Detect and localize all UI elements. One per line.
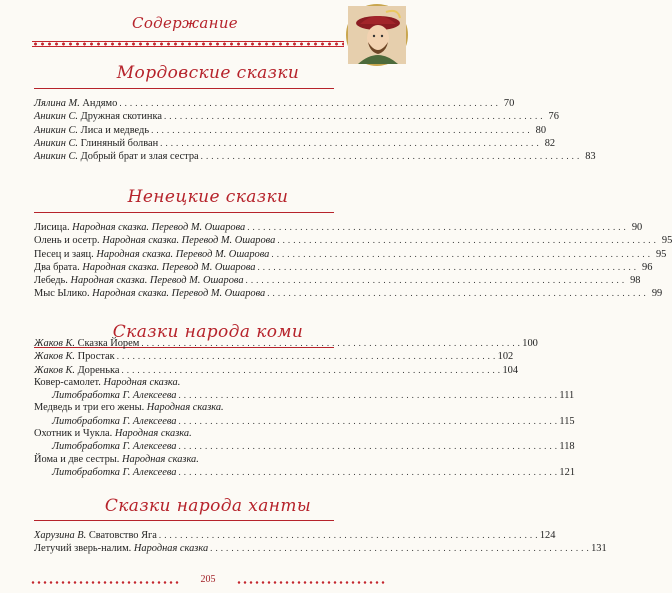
- toc-entry[interactable]: Медведь и три его жены. Народная сказка.: [34, 402, 224, 414]
- toc-entry[interactable]: Аникин С. Глиняный болван . . . 82: [34, 137, 354, 150]
- toc-entry[interactable]: Два брата. Народная сказка. Перевод М. Ошарова . . . 96: [34, 261, 354, 274]
- toc-entry[interactable]: Аникин С. Дружная скотинка . . . 76: [34, 110, 354, 123]
- toc-entry[interactable]: Йома и две сестры. Народная сказка.: [34, 453, 199, 465]
- toc-entry[interactable]: Ковер-самолет. Народная сказка.: [34, 376, 181, 388]
- toc-entry[interactable]: Лисица. Народная сказка. Перевод М. Ошарова . . . 90: [34, 221, 354, 234]
- toc-entry[interactable]: Мыс Ылико. Народная сказка. Перевод М. Ошарова . . . 99: [34, 287, 354, 300]
- toc-list: [34, 337, 576, 479]
- section-divider: [34, 520, 334, 521]
- section-title: Ненецкие сказки: [127, 187, 289, 207]
- toc-entry[interactable]: Охотник и Чукла. Народная сказка.: [34, 428, 192, 440]
- toc-entry[interactable]: Жаков К. Доренька . . . 104: [34, 364, 354, 377]
- section-title: Сказки народа ханты: [104, 496, 312, 516]
- toc-entry[interactable]: Летучий зверь-налим. Народная сказка . . . 131: [34, 542, 354, 555]
- toc-entry[interactable]: Харузина В. Сватовство Яга . . . 124: [34, 529, 354, 542]
- toc-list: [34, 221, 672, 301]
- section-title: Мордовские сказки: [116, 63, 300, 83]
- toc-entry[interactable]: Жаков К. Простак . . . 102: [34, 350, 354, 363]
- toc-entry[interactable]: Аникин С. Добрый брат и злая сестра . . . 83: [34, 150, 354, 163]
- toc-entry[interactable]: Лялина М. Андямо . . . 70: [34, 97, 354, 110]
- toc-entry-continuation[interactable]: Литобработка Г. Алексеева . . . 115: [34, 415, 354, 428]
- toc-entry[interactable]: Лебедь. Народная сказка. Перевод М. Ошарова . . . 98: [34, 274, 354, 287]
- toc-list: [34, 97, 596, 163]
- page-footer: [30, 574, 386, 588]
- toc-entry-continuation[interactable]: Литобработка Г. Алексеева . . . 121: [34, 466, 354, 479]
- toc-entry[interactable]: Аникин С. Лиса и медведь . . . 80: [34, 124, 354, 137]
- toc-entry-continuation[interactable]: Литобработка Г. Алексеева . . . 111: [34, 389, 354, 402]
- toc-entry[interactable]: Жаков К. Сказка Йорем . . . 100: [34, 337, 354, 350]
- header-ornament: [32, 41, 344, 47]
- page-number: 205: [200, 574, 216, 585]
- portrait-illustration: [346, 4, 408, 66]
- toc-entry-continuation[interactable]: Литобработка Г. Алексеева . . . 118: [34, 440, 354, 453]
- section-title: Сказки народа коми: [112, 322, 304, 342]
- section-divider: [34, 88, 334, 89]
- toc-list: [34, 529, 607, 556]
- toc-entry[interactable]: Олень и осетр. Народная сказка. Перевод М. Ошарова . . . 95: [34, 234, 354, 247]
- toc-entry[interactable]: Песец и заяц. Народная сказка. Перевод М. Ошарова . . . 95: [34, 248, 354, 261]
- page-title: Содержание: [132, 14, 238, 32]
- section-divider: [34, 212, 334, 213]
